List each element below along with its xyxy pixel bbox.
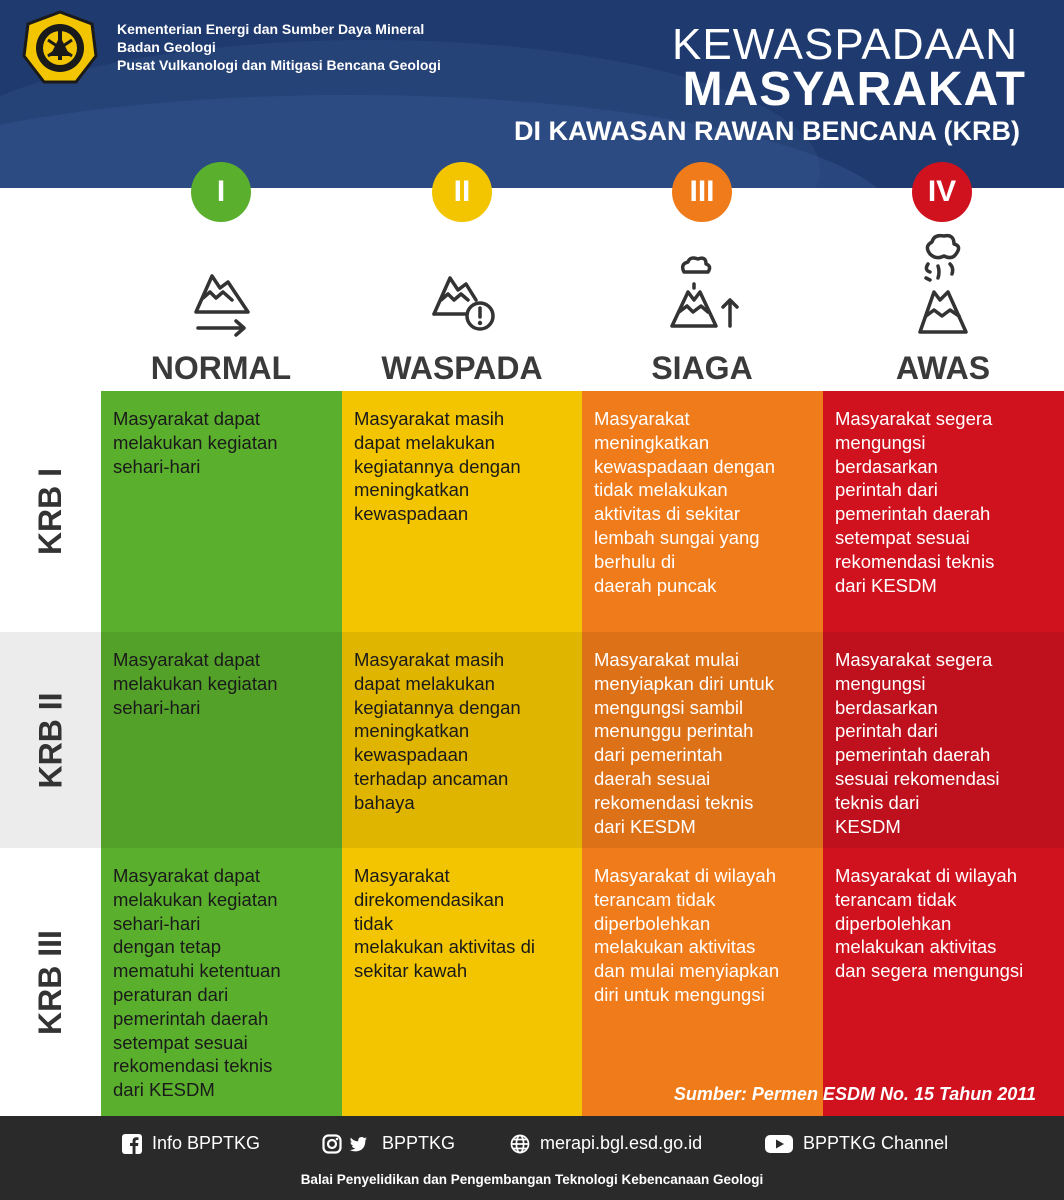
- cell-text-line: terhadap ancaman: [354, 767, 509, 789]
- cell-text-line: menyiapkan diri untuk: [594, 672, 774, 694]
- row-label-krb-3: [0, 848, 101, 1116]
- row-label-text: KRB II: [32, 692, 68, 788]
- level-1-badge: I: [191, 162, 251, 222]
- cell-text-line: Masyarakat dapat: [113, 649, 261, 670]
- krb-3-normal-cell: [101, 848, 342, 1116]
- cell-text-line: sehari-hari: [113, 455, 201, 477]
- footer-website[interactable]: [510, 1133, 702, 1154]
- krb-1-waspada-cell: [342, 391, 582, 632]
- cell-text-line: Masyarakat di wilayah: [835, 865, 1017, 886]
- cell-text-line: Masyarakat: [594, 408, 690, 429]
- cell-text-line: melakukan kegiatan: [113, 888, 278, 910]
- cell-text-line: terancam tidak: [835, 888, 957, 910]
- level-3-name: SIAGA: [651, 350, 753, 386]
- cell-text-line: dapat melakukan: [354, 431, 495, 453]
- title-line-1: KEWASPADAAN: [672, 20, 1018, 69]
- row-label-krb-2: [0, 632, 101, 848]
- cell-text-line: daerah sesuai: [594, 767, 711, 789]
- krb-2-normal-cell: [101, 632, 342, 848]
- cell-text-line: melakukan aktivitas: [594, 936, 756, 958]
- volcano-eruption-icon: [916, 232, 972, 336]
- source-note: Sumber: Permen ESDM No. 15 Tahun 2011: [673, 1084, 1036, 1104]
- row-label-krb-1: [0, 391, 101, 632]
- cell-text-line: Masyarakat dapat: [113, 408, 261, 429]
- cell-text-line: mengungsi sambil: [594, 696, 744, 718]
- esdm-logo-icon: [22, 10, 98, 86]
- cell-text-line: pemerintah daerah: [835, 744, 991, 766]
- cell-text-line: kegiatannya dengan: [354, 455, 521, 477]
- cell-text-line: mematuhi ketentuan: [113, 960, 281, 982]
- cell-text-line: kewaspadaan: [354, 744, 469, 766]
- krb-2-siaga-cell: [582, 632, 823, 848]
- cell-text-line: tidak: [354, 912, 394, 934]
- cell-text-line: meningkatkan: [594, 431, 710, 453]
- cell-text-line: kewaspadaan dengan: [594, 455, 776, 477]
- facebook-icon: [122, 1134, 142, 1154]
- cell-text-line: dari KESDM: [594, 815, 696, 837]
- cell-text-line: Masyarakat: [354, 865, 450, 886]
- cell-text-line: sehari-hari: [113, 696, 201, 718]
- cell-text-line: bahaya: [354, 791, 415, 813]
- cell-text-line: Masyarakat masih: [354, 408, 505, 429]
- instagram-icon: [322, 1134, 342, 1154]
- cell-text-line: kewaspadaan: [354, 503, 469, 525]
- cell-text-line: rekomendasi teknis: [594, 791, 754, 813]
- cell-text-line: dari KESDM: [835, 574, 937, 596]
- cell-text-line: melakukan aktivitas di: [354, 936, 535, 958]
- krb-2-awas-cell: [823, 632, 1064, 848]
- footer-website-label: merapi.bgl.esd.go.id: [540, 1133, 703, 1153]
- cell-text-line: berdasarkan: [835, 455, 938, 477]
- level-2-name: WASPADA: [381, 350, 543, 386]
- krb-1-awas-cell: [823, 391, 1064, 632]
- cell-text-line: pemerintah daerah: [113, 1007, 269, 1029]
- cell-text-line: diperbolehkan: [835, 912, 952, 934]
- footer-social-label: BPPTKG: [382, 1133, 456, 1153]
- cell-text-line: dari KESDM: [113, 1079, 215, 1101]
- cell-text-line: melakukan kegiatan: [113, 672, 278, 694]
- cell-text-line: berhulu di: [594, 550, 676, 572]
- cell-text-line: berdasarkan: [835, 696, 938, 718]
- cell-text-line: terancam tidak: [594, 888, 716, 910]
- cell-text-line: meningkatkan: [354, 479, 470, 501]
- cell-text-line: setempat sesuai: [835, 526, 970, 548]
- cell-text-line: melakukan kegiatan: [113, 431, 278, 453]
- cell-text-line: diri untuk mengungsi: [594, 983, 765, 1005]
- cell-text-line: dan mulai menyiapkan: [594, 960, 780, 982]
- cell-text-line: melakukan aktivitas: [835, 936, 997, 958]
- cell-text-line: rekomendasi teknis: [113, 1055, 273, 1077]
- cell-text-line: tidak melakukan: [594, 479, 728, 501]
- footer-institution: Balai Penyelidikan dan Pengembangan Teknologi Kebencanaan Geologi: [300, 1172, 764, 1187]
- footer-facebook[interactable]: [122, 1133, 260, 1154]
- cell-text-line: dari pemerintah: [594, 744, 723, 766]
- cell-text-line: perintah dari: [835, 720, 938, 742]
- youtube-icon: [765, 1134, 793, 1154]
- krb-2-waspada-cell: [342, 632, 582, 848]
- cell-text-line: aktivitas di sekitar: [594, 503, 740, 525]
- footer-facebook-label: Info BPPTKG: [152, 1133, 261, 1153]
- cell-text-line: diperbolehkan: [594, 912, 711, 934]
- cell-text-line: Masyarakat mulai: [594, 649, 739, 670]
- krb-1-siaga-cell: [582, 391, 823, 632]
- cell-text-line: lembah sungai yang: [594, 526, 760, 548]
- cell-text-line: kegiatannya dengan: [354, 696, 521, 718]
- footer-social[interactable]: [322, 1133, 455, 1154]
- cell-text-line: Masyarakat segera: [835, 408, 993, 429]
- organization-block: [117, 20, 441, 74]
- twitter-icon: [348, 1134, 368, 1154]
- cell-text-line: KESDM: [835, 815, 901, 837]
- cell-text-line: Masyarakat segera: [835, 649, 993, 670]
- level-1-name: NORMAL: [150, 350, 292, 386]
- level-4-name: AWAS: [895, 350, 991, 386]
- cell-text-line: direkomendasikan: [354, 888, 505, 910]
- row-label-text: KRB III: [32, 929, 69, 1035]
- volcano-smoke-arrow-up-icon: [668, 254, 742, 330]
- title-line-2: MASYARAKAT: [682, 63, 1026, 116]
- cell-text-line: dan segera mengungsi: [835, 960, 1024, 982]
- cell-text-line: sehari-hari: [113, 912, 201, 934]
- cell-text-line: mengungsi: [835, 431, 926, 453]
- cell-text-line: Masyarakat masih: [354, 649, 505, 670]
- cell-text-line: menunggu perintah: [594, 720, 754, 742]
- org-center: Pusat Vulkanologi dan Mitigasi Bencana Geologi: [117, 57, 441, 73]
- cell-text-line: perintah dari: [835, 479, 938, 501]
- cell-text-line: peraturan dari: [113, 983, 229, 1005]
- title-line-3: DI KAWASAN RAWAN BENCANA (KRB): [514, 116, 1020, 146]
- cell-text-line: Masyarakat di wilayah: [594, 865, 776, 886]
- mountain-warning-icon: [430, 270, 498, 334]
- krb-3-awas-cell: [823, 848, 1064, 1116]
- cell-text-line: sekitar kawah: [354, 960, 468, 982]
- cell-text-line: pemerintah daerah: [835, 503, 991, 525]
- krb-3-waspada-cell: [342, 848, 582, 1116]
- cell-text-line: daerah puncak: [594, 574, 717, 596]
- footer-bar: [0, 1116, 1064, 1200]
- level-4-badge: IV: [912, 162, 972, 222]
- cell-text-line: teknis dari: [835, 791, 920, 813]
- org-ministry: Kementerian Energi dan Sumber Daya Mineral: [117, 21, 425, 37]
- header-banner: [0, 0, 1064, 188]
- cell-text-line: dapat melakukan: [354, 672, 495, 694]
- cell-text-line: mengungsi: [835, 672, 926, 694]
- cell-text-line: rekomendasi teknis: [835, 550, 995, 572]
- level-3-badge: III: [672, 162, 732, 222]
- org-agency: Badan Geologi: [117, 39, 216, 55]
- krb-1-normal-cell: [101, 391, 342, 632]
- cell-text-line: dengan tetap: [113, 936, 222, 958]
- level-2-badge: II: [432, 162, 492, 222]
- footer-youtube-label: BPPTKG Channel: [803, 1133, 949, 1153]
- krb-3-siaga-cell: [582, 848, 823, 1116]
- mountain-arrow-right-icon: [190, 270, 254, 342]
- globe-icon: [510, 1134, 530, 1154]
- cell-text-line: setempat sesuai: [113, 1031, 248, 1053]
- row-label-text: KRB I: [31, 467, 68, 556]
- footer-youtube[interactable]: [765, 1133, 948, 1154]
- cell-text-line: sesuai rekomendasi: [835, 767, 1000, 789]
- cell-text-line: Masyarakat dapat: [113, 865, 261, 886]
- cell-text-line: meningkatkan: [354, 720, 470, 742]
